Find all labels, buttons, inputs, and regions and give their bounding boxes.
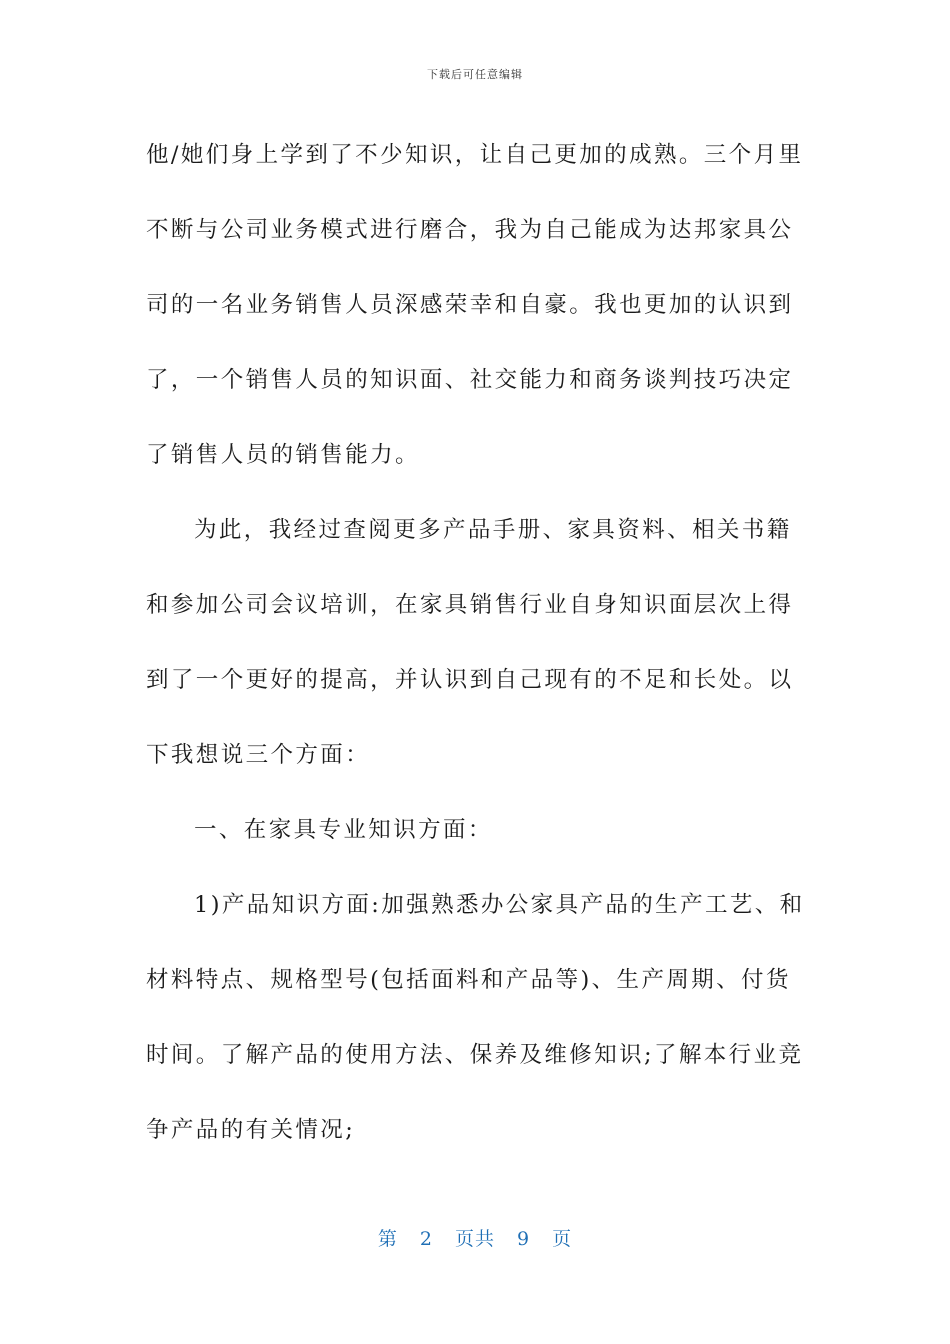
paragraph-1: 他/她们身上学到了不少知识，让自己更加的成熟。三个月里不断与公司业务模式进行磨合，我为自己能成为达邦家具公司的一名业务销售人员深感荣幸和自豪。我也更加的认识到了，一个销售人员的知识面、社交能力和商务谈判技巧决定了销售人员的销售能力。 [146, 142, 804, 468]
document-body [146, 118, 806, 1168]
page-header-note: 下载后可任意编辑 [427, 68, 523, 81]
current-page-number: 2 [419, 1228, 433, 1250]
paragraph-4: 1)产品知识方面:加强熟悉办公家具产品的生产工艺、和材料特点、规格型号(包括面料和产品等)、生产周期、付货时间。了解产品的使用方法、保养及维修知识;了解本行业竞争产品的有关情况; [146, 892, 805, 1143]
paragraph-3-heading: 一、在家具专业知识方面： [194, 817, 493, 843]
total-pages-number: 9 [517, 1228, 531, 1250]
page-label-prefix: 第 [377, 1228, 398, 1250]
page-label-middle: 页共 [454, 1228, 495, 1250]
paragraph-2: 为此，我经过查阅更多产品手册、家具资料、相关书籍和参加公司会议培训，在家具销售行业自身知识面层次上得到了一个更好的提高，并认识到自己现有的不足和长处。以下我想说三个方面： [146, 517, 794, 768]
page-number-footer [0, 1224, 950, 1251]
page-label-suffix: 页 [552, 1228, 573, 1250]
